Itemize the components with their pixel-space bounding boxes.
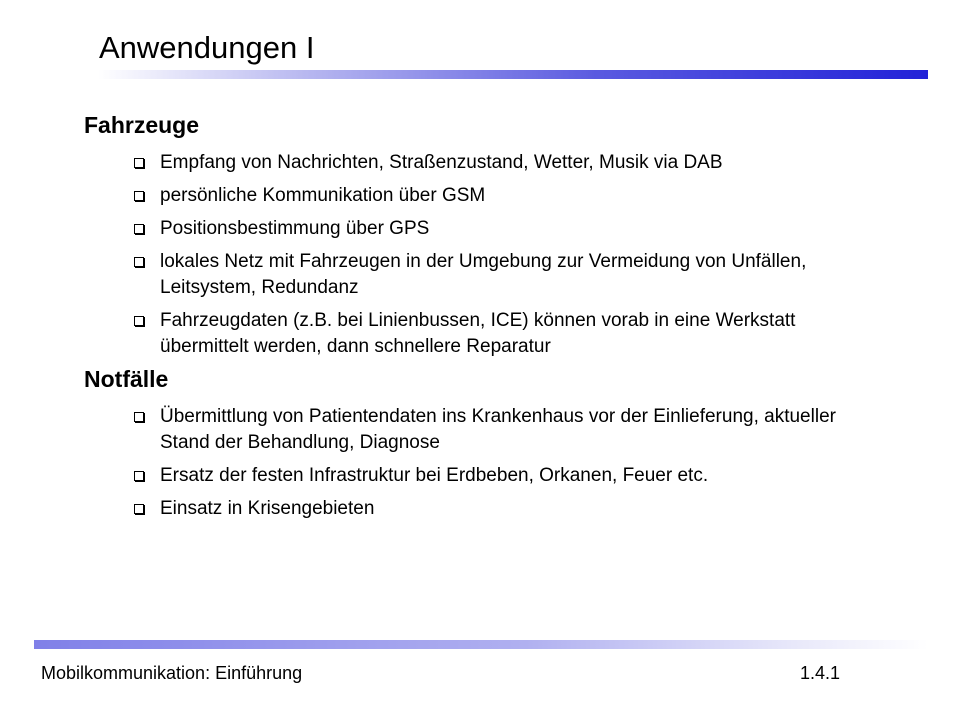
square-bullet-icon [134,471,144,481]
section-fahrzeuge [84,110,884,360]
section-heading: Fahrzeuge [84,112,200,138]
footer-page-number: 1.4.1 [800,663,841,683]
bullet-list [84,150,884,360]
square-bullet-icon [134,316,144,326]
square-bullet-icon [134,504,144,514]
bullet-item [84,150,884,176]
slide-title: Anwendungen I [99,30,315,65]
bullet-text: Übermittlung von Patientendaten ins Krankenhaus vor der Einlieferung, aktueller Stand der Behandlung, Diagnose [160,406,836,453]
bullet-text: Positionsbestimmung über GPS [160,218,430,239]
bullet-item [84,463,884,489]
bullet-text: Einsatz in Krisengebieten [160,498,375,519]
square-bullet-icon [134,158,144,168]
bullet-item [84,216,884,242]
footer-rule [34,640,928,649]
bullet-text: Empfang von Nachrichten, Straßenzustand, Wetter, Musik via DAB [160,152,723,173]
square-bullet-icon [134,257,144,267]
bullet-item [84,308,884,360]
slide-content [84,110,884,522]
bullet-text: Ersatz der festen Infrastruktur bei Erdbeben, Orkanen, Feuer etc. [160,465,709,486]
bullet-item [84,183,884,209]
section-heading: Notfälle [84,366,169,392]
bullet-text: Fahrzeugdaten (z.B. bei Linienbussen, ICE) können vorab in eine Werkstatt übermittelt werden, dann schnellere Reparatur [160,310,796,357]
footer-course-title: Mobilkommunikation: Einführung [41,663,303,683]
square-bullet-icon [134,191,144,201]
title-underline [98,70,928,79]
bullet-text: persönliche Kommunikation über GSM [160,185,486,206]
bullet-item [84,496,884,522]
bullet-text: lokales Netz mit Fahrzeugen in der Umgebung zur Vermeidung von Unfällen, Leitsystem, Redundanz [160,251,807,298]
bullet-list [84,404,884,522]
section-notfaelle [84,364,884,522]
bullet-item [84,404,884,456]
square-bullet-icon [134,224,144,234]
square-bullet-icon [134,412,144,422]
bullet-item [84,249,884,301]
